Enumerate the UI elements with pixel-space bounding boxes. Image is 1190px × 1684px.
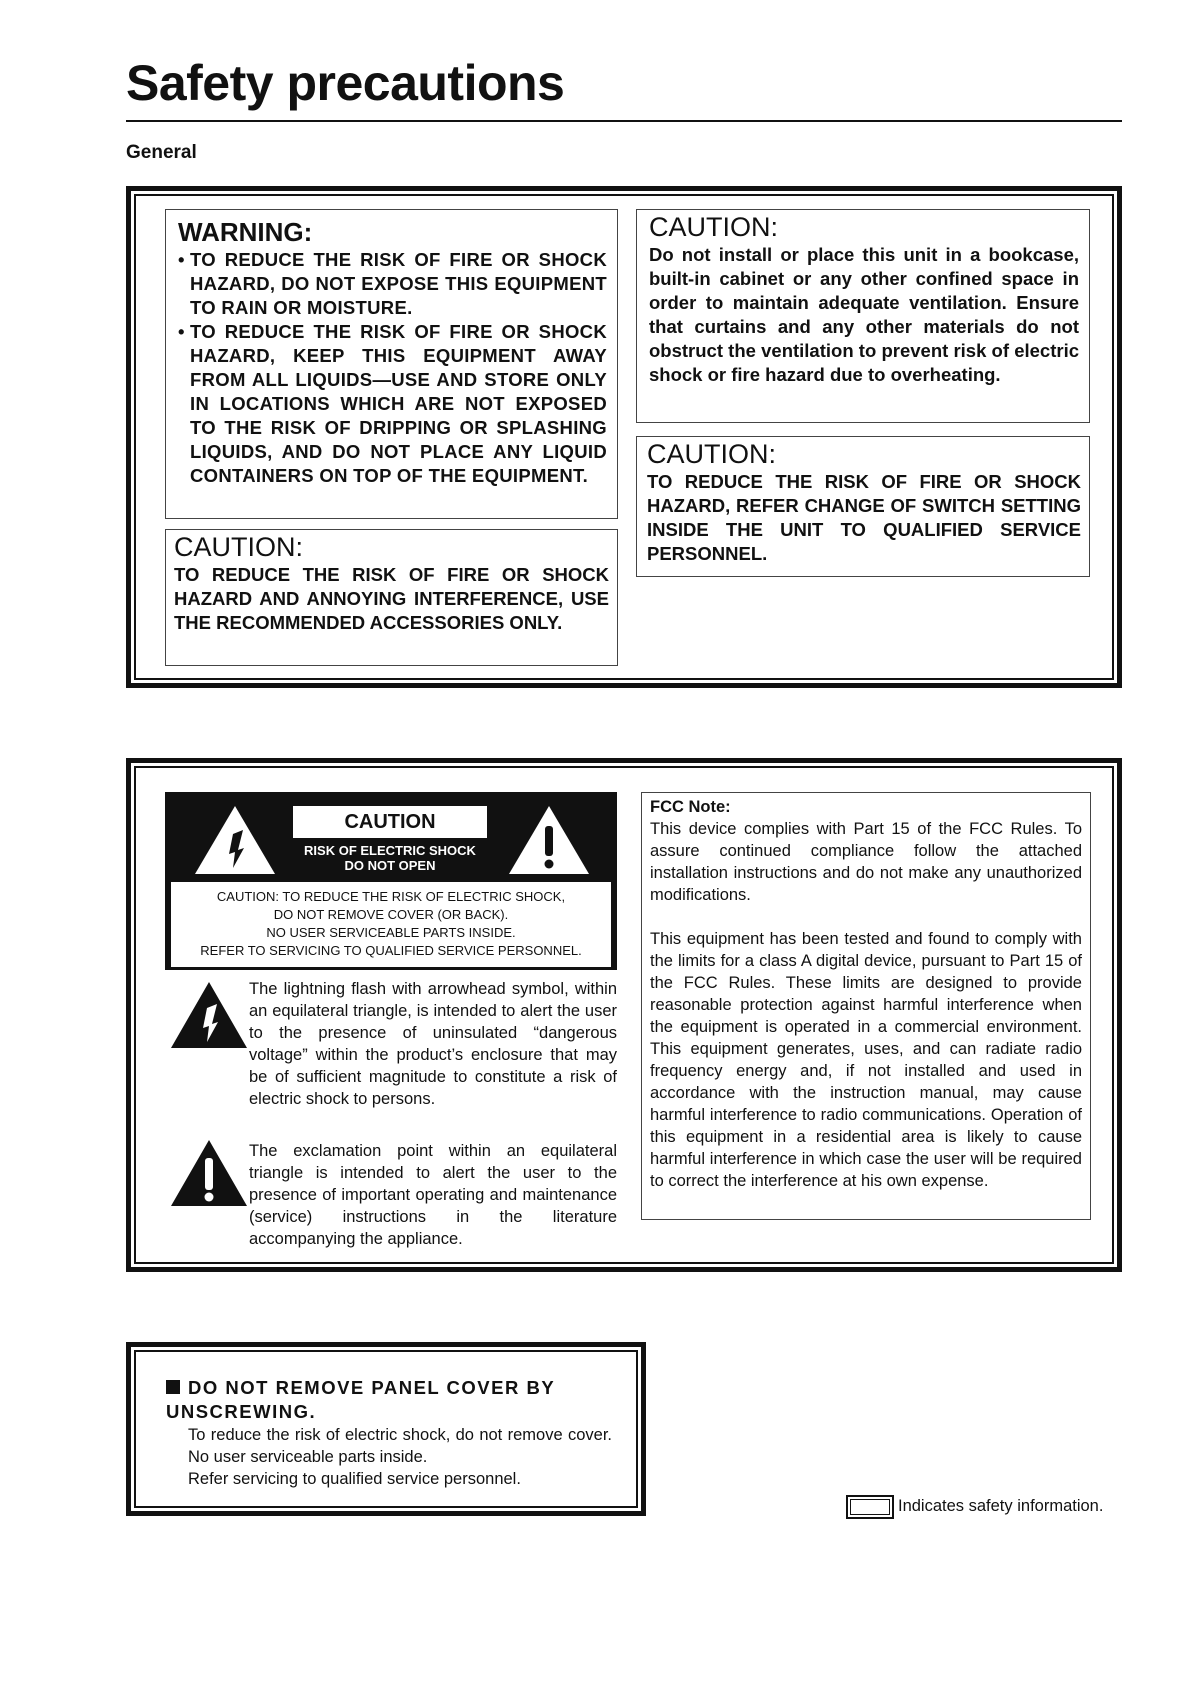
caution-accessories-heading: CAUTION: xyxy=(174,532,304,562)
caution-plate-line: RISK OF ELECTRIC SHOCK xyxy=(304,843,476,858)
warning-box xyxy=(165,209,618,519)
warning-item: • TO REDUCE THE RISK OF FIRE OR SHOCK HAZARD, KEEP THIS EQUIPMENT AWAY FROM ALL LIQUIDS—USE AND STORE ONLY IN LOCATIONS WHICH ARE NOT EXPOSED TO THE RISK OF DRIPPING OR SPLASHING LIQUIDS, AND DO NOT PLACE ANY LIQUID CONTAINERS ON TOP OF THE EQUIPMENT. xyxy=(178,320,607,488)
exclamation-symbol-icon xyxy=(169,1138,249,1208)
caution-label-line: REFER TO SERVICING TO QUALIFIED SERVICE PERSONNEL. xyxy=(200,943,582,958)
caution-switch-box xyxy=(636,436,1090,577)
safety-info-legend-text: Indicates safety information. xyxy=(898,1497,1104,1515)
fcc-heading: FCC Note: xyxy=(650,798,731,816)
caution-plate-title: CAUTION xyxy=(291,804,489,840)
caution-accessories-box xyxy=(165,529,618,666)
fcc-note-box xyxy=(641,792,1091,1220)
caution-label-line: DO NOT REMOVE COVER (OR BACK). xyxy=(273,907,509,922)
lightning-warning-icon xyxy=(193,804,277,876)
warnings-frame xyxy=(126,186,1122,688)
caution-switch-text: TO REDUCE THE RISK OF FIRE OR SHOCK HAZARD, REFER CHANGE OF SWITCH SETTING INSIDE THE UNIT TO QUALIFIED SERVICE PERSONNEL. xyxy=(647,471,1081,565)
fcc-paragraph: This equipment has been tested and found to comply with the limits for a class A digital device, pursuant to Part 15 of the FCC Rules. These limits are designed to provide reasonable protection against harmful interference when the equipment is operated in a commercial environment. This equipment generates, uses, and can radiate radio frequency energy and, if not installed and used in accordance with the instruction manual, may cause harmful interference to radio communications. Operation of this equipment in a residential area is likely to cause harmful interference in which case the user will be required to correct the interference at his own expense. xyxy=(650,930,1082,1190)
caution-ventilation-heading: CAUTION: xyxy=(649,212,779,242)
warning-heading: WARNING: xyxy=(178,217,313,247)
warning-item: • TO REDUCE THE RISK OF FIRE OR SHOCK HAZARD, DO NOT EXPOSE THIS EQUIPMENT TO RAIN OR MOISTURE. xyxy=(178,248,607,320)
safety-info-legend-icon xyxy=(846,1495,894,1519)
panel-cover-text: To reduce the risk of electric shock, do not remove cover. No user serviceable parts inside. xyxy=(188,1426,612,1466)
caution-accessories-text: TO REDUCE THE RISK OF FIRE OR SHOCK HAZARD AND ANNOYING INTERFERENCE, USE THE RECOMMENDED ACCESSORIES ONLY. xyxy=(174,564,609,634)
panel-cover-heading: DO NOT REMOVE PANEL COVER BY UNSCREWING. xyxy=(166,1377,555,1422)
warning-list xyxy=(178,248,607,488)
fcc-paragraph: This device complies with Part 15 of the FCC Rules. To assure continued compliance follow the attached installation instructions and do not make any unauthorized modifications. xyxy=(650,820,1082,904)
caution-label-line: NO USER SERVICEABLE PARTS INSIDE. xyxy=(266,925,516,940)
caution-label xyxy=(165,792,617,970)
caution-ventilation-box xyxy=(636,209,1090,423)
exclamation-symbol-description: The exclamation point within an equilateral triangle is intended to alert the user to the presence of important operating and maintenance (service) instructions in the literature accompanying the appliance. xyxy=(249,1142,617,1248)
panel-cover-text: Refer servicing to qualified service personnel. xyxy=(188,1470,521,1488)
caution-label-line: CAUTION: TO REDUCE THE RISK OF ELECTRIC SHOCK, xyxy=(216,889,566,904)
section-label: General xyxy=(126,142,197,163)
title-divider xyxy=(126,120,1122,122)
lightning-symbol-icon xyxy=(169,980,249,1050)
caution-switch-heading: CAUTION: xyxy=(647,439,777,469)
panel-cover-frame xyxy=(126,1342,646,1516)
caution-plate-line: DO NOT OPEN xyxy=(344,858,436,873)
lightning-symbol-description: The lightning flash with arrowhead symbol, within an equilateral triangle, is intended to alert the user to the presence of uninsulated “dangerous voltage” within the product’s enclosure that may be of sufficient magnitude to constitute a risk of electric shock to persons. xyxy=(249,980,617,1108)
symbols-fcc-frame xyxy=(126,758,1122,1272)
square-bullet-icon xyxy=(166,1380,180,1394)
exclamation-warning-icon xyxy=(507,804,591,876)
caution-ventilation-text: Do not install or place this unit in a bookcase, built-in cabinet or any other confined space in order to maintain adequate ventilation. Ensure that curtains and any other materials do not obstruct the ventilation to prevent risk of electric shock or fire hazard due to overheating. xyxy=(649,244,1079,386)
page-title: Safety precautions xyxy=(126,55,565,111)
